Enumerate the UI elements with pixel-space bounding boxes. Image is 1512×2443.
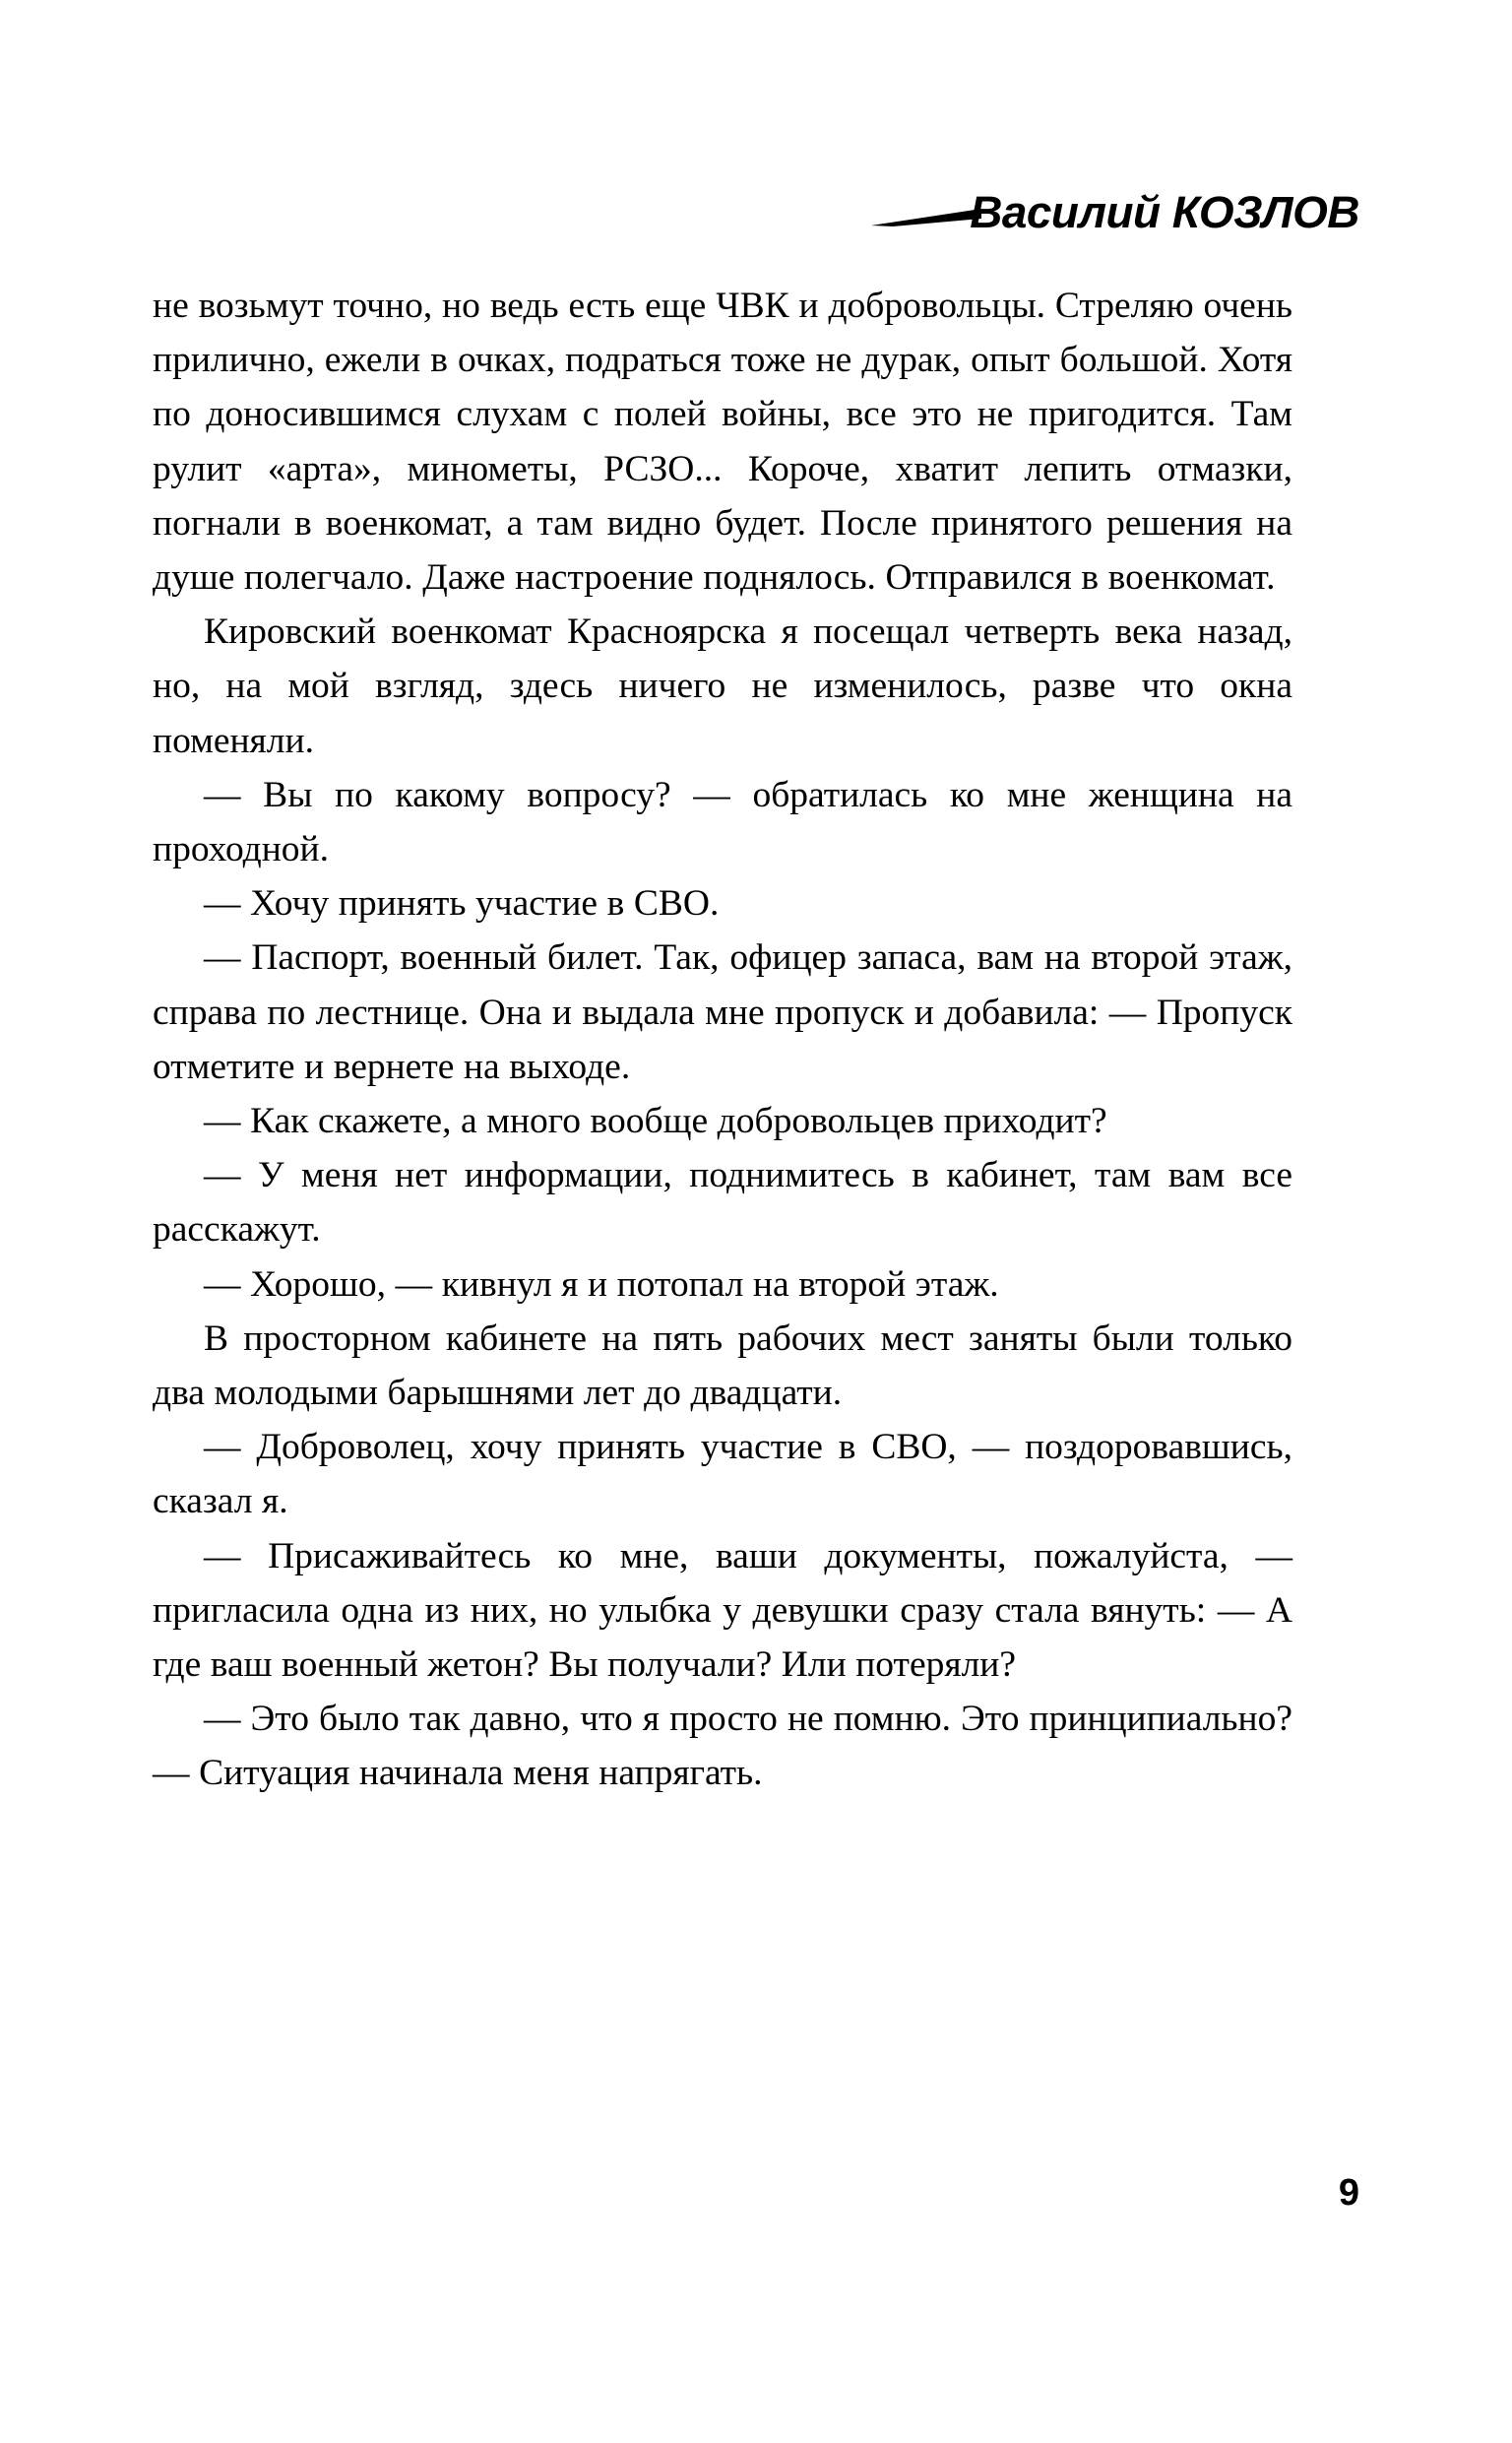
paragraph: — Доброволец, хочу принять участие в СВО, — поздоровавшись, сказал я. [153,1427,1292,1522]
page-number: 9 [1338,2172,1359,2214]
paragraph: — Это было так давно, что я просто не помню. Это принципиально? — Ситуация начинала меня напрягать. [153,1699,1292,1794]
running-head [153,173,1359,237]
paragraph: не возьмут точно, но ведь есть еще ЧВК и добровольцы. Стреляю очень прилично, ежели в очках, подраться тоже не дурак, опыт большой. Хотя по доносившимся слухам с полей войны, все это не пригодится. Там рулит «арта», минометы, РСЗО... Короче, хватит лепить отмазки, погнали в военкомат, а там видно будет. После принятого решения на душе полегчало. Даже настроение поднялось. Отправился в военкомат. [153,286,1292,599]
paragraph: — Как скажете, а много вообще добровольцев приходит? [204,1101,1107,1142]
paragraph: Кировский военкомат Красноярска я посещал четверть века назад, но, на мой взгляд, здесь ничего не изменилось, разве что окна поменяли. [153,611,1292,761]
paragraph: — Паспорт, военный билет. Так, офицер запаса, вам на второй этаж, справа по лестнице. Она и выдала мне пропуск и добавила: — Пропуск отметите и вернете на выходе. [153,937,1292,1087]
author-name: Василий КОЗЛОВ [970,187,1359,237]
paragraph: — Присаживайтесь ко мне, ваши документы, пожалуйста, — пригласила одна из них, но улыбка у девушки сразу стала вянуть: — А где ваш военный жетон? Вы получали? Или потеряли? [153,1535,1292,1686]
paragraph: — У меня нет информации, поднимитесь в кабинет, там вам все расскажут. [153,1155,1292,1251]
body-text [153,279,1292,1801]
wedge-rule-icon [871,209,981,231]
paragraph: — Вы по какому вопросу? — обратилась ко мне женщина на проходной. [153,774,1292,870]
running-head-inner [871,187,1359,237]
paragraph: В просторном кабинете на пять рабочих мест заняты были только два молодыми барышнями лет до двадцати. [153,1318,1292,1414]
paragraph: — Хочу принять участие в СВО. [204,883,720,925]
paragraph: — Хорошо, — кивнул я и потопал на второй этаж. [204,1263,999,1305]
